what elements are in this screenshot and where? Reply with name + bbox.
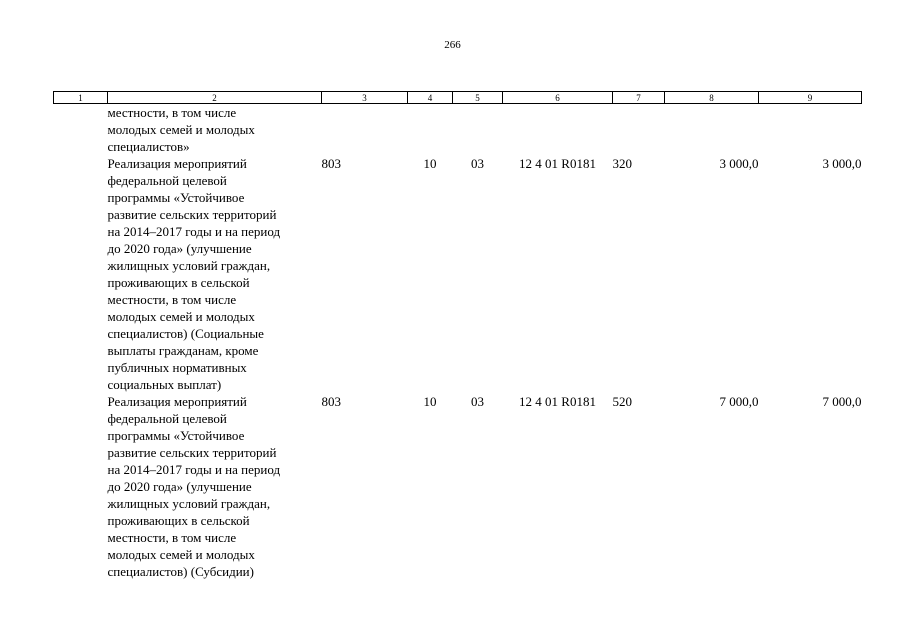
header-col-8: 8: [665, 92, 759, 104]
cell-section: 10: [423, 156, 437, 171]
cell-amount-8: 3 000,0: [719, 156, 759, 171]
cell-amount-8: 7 000,0: [719, 394, 759, 409]
cell-ministry-code: 803: [321, 156, 341, 171]
page-number: 266: [444, 39, 461, 51]
header-col-4: 4: [408, 92, 453, 104]
header-col-6: 6: [503, 92, 613, 104]
budget-table: [53, 91, 862, 580]
row-description: Реализация мероприятий федеральной целевой программы «Устойчивое развитие сельских территорий на 2014–2017 годы и на период до 2020 года» (улучшение жилищных условий граждан, проживающих в сельской местности, в том числе молодых семей и молодых специалистов) (Субсидии): [107, 394, 281, 579]
table-row-continuation: [54, 104, 862, 156]
cell-expense-type: 520: [612, 394, 632, 409]
cell-ministry-code: 803: [321, 394, 341, 409]
cell-amount-9: 3 000,0: [822, 156, 862, 171]
header-col-7: 7: [613, 92, 665, 104]
header-col-3: 3: [322, 92, 408, 104]
header-col-9: 9: [759, 92, 862, 104]
header-col-5: 5: [453, 92, 503, 104]
header-col-1: 1: [54, 92, 108, 104]
table-row: [54, 155, 862, 393]
cell-target-article: 12 4 01 R0181: [519, 156, 596, 171]
header-row: [54, 92, 862, 104]
cell-amount-9: 7 000,0: [822, 394, 862, 409]
cell-subsection: 03: [471, 156, 484, 171]
cell-expense-type: 320: [612, 156, 632, 171]
cell-section: 10: [423, 394, 437, 409]
table-row: [54, 393, 862, 580]
cell-subsection: 03: [471, 394, 484, 409]
cell-target-article: 12 4 01 R0181: [519, 394, 596, 409]
row-description: Реализация мероприятий федеральной целевой программы «Устойчивое развитие сельских территорий на 2014–2017 годы и на период до 2020 года» (улучшение жилищных условий граждан, проживающих в сельской местности, в том числе молодых семей и молодых специалистов) (Социальные выплаты гражданам, кроме публичных нормативных социальных выплат): [107, 156, 281, 392]
row-description: местности, в том числе молодых семей и молодых специалистов»: [107, 105, 255, 154]
header-col-2: 2: [108, 92, 322, 104]
